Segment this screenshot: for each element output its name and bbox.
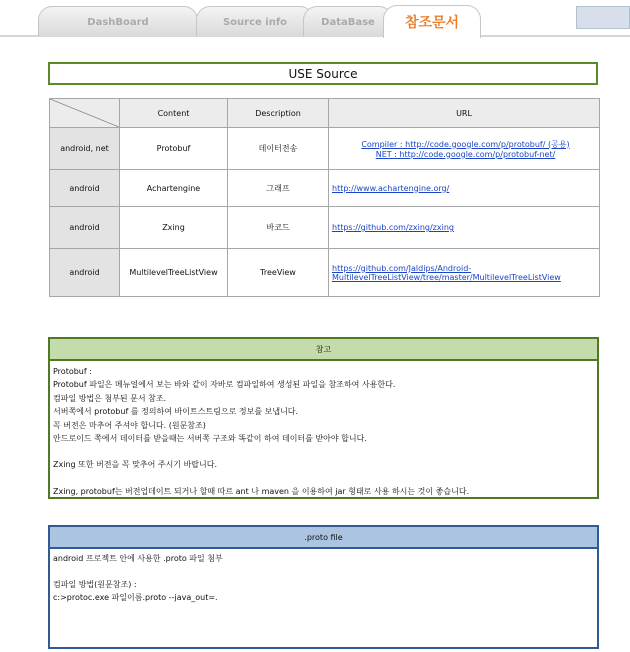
tab-source-info[interactable]: Source info (196, 6, 314, 37)
table-row (50, 128, 600, 170)
content-cell: Achartengine (120, 170, 228, 207)
content-header: Content (120, 99, 228, 128)
platform-cell: android, net (50, 128, 120, 170)
note-line: Zxing 또한 버전을 꼭 맞추어 주시기 바랍니다. (53, 460, 218, 470)
tab-database[interactable]: DataBase (303, 6, 393, 37)
note-body (50, 361, 597, 502)
corner-header-cell (50, 99, 120, 128)
tab-dashboard[interactable]: DashBoard (38, 6, 198, 37)
url-cell (329, 249, 600, 297)
proto-line: 컴파일 방법(원문참조) : (53, 580, 137, 589)
note-line: 꼭 버전은 마추어 주셔야 합니다. (원문참조) (53, 420, 206, 430)
platform-cell: android (50, 249, 120, 297)
description-cell: 그래프 (228, 170, 329, 207)
url-cell (329, 128, 600, 170)
proto-line (53, 565, 594, 578)
note-header: 참고 (50, 339, 597, 361)
proto-line: c:>protoc.exe 파일이름.proto --java_out=. (53, 593, 218, 602)
content-cell: Protobuf (120, 128, 228, 170)
proto-line: android 프로젝트 안에 사용한 .proto 파일 첨부 (53, 554, 223, 563)
url-cell (329, 207, 600, 249)
note-line: 서버쪽에서 protobuf 를 정의하여 바이트스트림으로 정보를 보냅니다. (53, 407, 299, 417)
source-table (49, 98, 600, 297)
treelistview-link-cont[interactable]: MultilevelTreeListView/tree/master/MultilevelTreeListView (332, 272, 561, 282)
url-header: URL (329, 99, 600, 128)
table-row (50, 207, 600, 249)
platform-cell: android (50, 170, 120, 207)
note-line: Zxing, protobuf는 버전업데이트 되거나 할때 따르 ant 나 maven 을 이용하여 jar 형태로 사용 하시는 것이 좋습니다. (53, 486, 470, 496)
diagonal-line (50, 99, 119, 127)
description-cell: 데이터전송 (228, 128, 329, 170)
content-cell: Zxing (120, 207, 228, 249)
description-cell: 바코드 (228, 207, 329, 249)
protobuf-compiler-link[interactable]: Compiler : http://code.google.com/p/protobuf/ (공용) (361, 139, 570, 149)
description-header: Description (228, 99, 329, 128)
description-cell: TreeView (228, 249, 329, 297)
tab-reference-docs[interactable]: 참조문서 (383, 5, 481, 38)
table-row (50, 249, 600, 297)
note-line: Protobuf 파일은 메뉴얼에서 보는 바와 같이 자바로 컴파일하여 생성된 파일을 참조하여 사용한다. (53, 380, 396, 390)
platform-cell: android (50, 207, 120, 249)
note-line (53, 445, 594, 458)
note-panel (48, 337, 599, 499)
content-cell: MultilevelTreeListView (120, 249, 228, 297)
zxing-link[interactable]: https://github.com/zxing/zxing (332, 223, 454, 232)
achartengine-link[interactable]: http://www.achartengine.org/ (332, 183, 450, 193)
corner-widget[interactable] (576, 6, 630, 29)
table-header-row (50, 99, 600, 128)
protobuf-net-link[interactable]: NET : http://code.google.com/p/protobuf-net/ (375, 149, 556, 159)
note-line (53, 472, 594, 485)
note-line: Protobuf : (53, 367, 92, 376)
table-row (50, 170, 600, 207)
treelistview-link[interactable]: https://github.com/Jaldips/Android- (332, 263, 472, 273)
proto-header: .proto file (50, 527, 597, 549)
tab-bar (0, 0, 630, 37)
note-line: 안드로이드 쪽에서 데이터를 받을때는 서버쪽 구조와 똑같이 하여 데이터를 받아야 합니다. (53, 434, 367, 444)
url-cell (329, 170, 600, 207)
proto-file-panel (48, 525, 599, 649)
proto-body (50, 549, 597, 607)
use-source-title: USE Source (48, 62, 598, 85)
note-line: 컴파일 방법은 첨부된 문서 참조. (53, 393, 167, 403)
